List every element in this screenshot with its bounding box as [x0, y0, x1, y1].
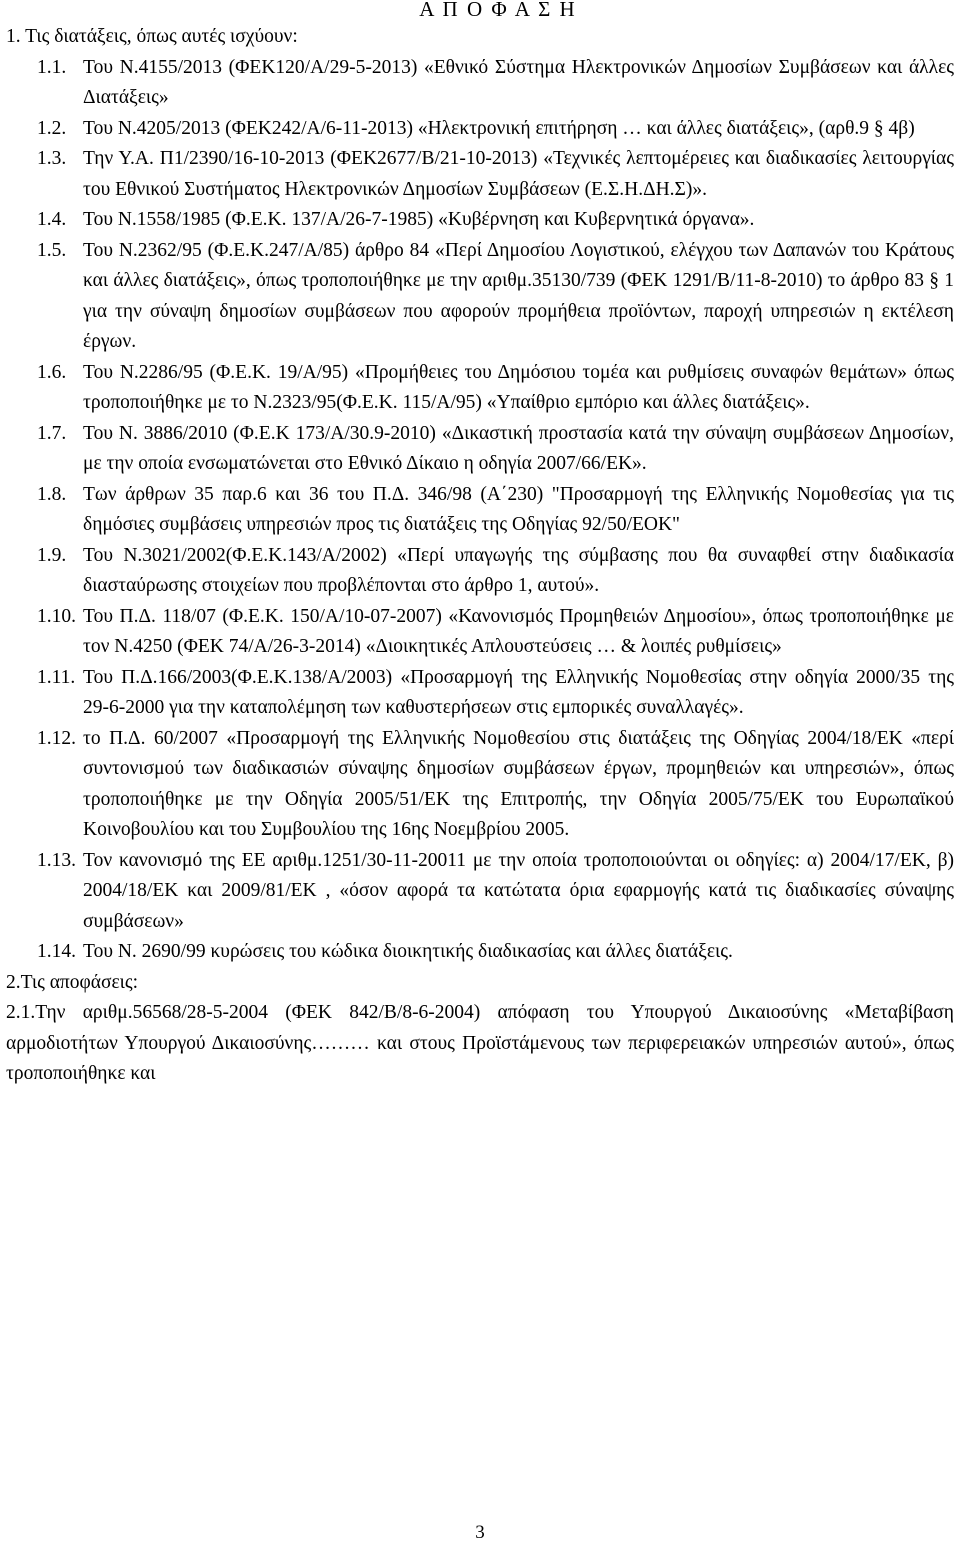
list-item-1-7 [6, 419, 954, 480]
item-text: Του Ν.4155/2013 (ΦΕΚ120/Α/29-5-2013) «Εθνικό Σύστημα Ηλεκτρονικών Δημοσίων Συμβάσεων και άλλες Διατάξεις» [83, 56, 954, 108]
list-item-1-13 [6, 846, 954, 938]
item-number: 1.9. [37, 544, 67, 566]
item-text: το Π.Δ. 60/2007 «Προσαρμογή της Ελληνικής Νομοθεσίου στις διατάξεις της Οδηγίας 2004/18/ΕΚ «περί συντονισμού των διαδικασιών σύναψης δημοσίων συμβάσεων έργων, προμηθειών και υπηρεσιών», όπως τροποποιήθηκε με την Οδηγία 2005/51/ΕΚ της Επιτροπής, την Οδηγία 2005/75/ΕΚ του Ευρωπαϊκού Κοινοβουλίου και του Συμβουλίου της 16ης Νοεμβρίου 2005. [83, 727, 954, 840]
list-item-1-3 [6, 144, 954, 205]
list-item-1-9 [6, 541, 954, 602]
item-text: Του Π.Δ. 118/07 (Φ.Ε.Κ. 150/Α/10-07-2007) «Κανονισμός Προμηθειών Δημοσίου», όπως τροποποιήθηκε με τον Ν.4250 (ΦΕΚ 74/Α/26-3-2014) «Διοικητικές Απλουστεύσεις … & λοιπές ρυθμίσεις» [83, 605, 954, 657]
item-text: Των άρθρων 35 παρ.6 και 36 του Π.Δ. 346/98 (Α΄230) "Προσαρμογή της Ελληνικής Νομοθεσίας για τις δημόσιες συμβάσεις υπηρεσιών προς τις διατάξεις της Οδηγίας 92/50/ΕΟΚ" [83, 483, 954, 535]
item-text: Τον κανονισμό της ΕΕ αριθμ.1251/30-11-20011 με την οποία τροποποιούνται οι οδηγίες: α) 2004/17/ΕΚ, β) 2004/18/ΕΚ και 2009/81/ΕΚ , «όσον αφορά τα κατώτατα όρια εφαρμογής κατά τις διαδικασίες σύναψης συμβάσεων» [83, 849, 954, 932]
section-heading-2: 2.Τις αποφάσεις: [6, 971, 139, 993]
list-item-1-8 [6, 480, 954, 541]
item-number: 1.2. [37, 117, 67, 139]
list-item-1-1 [6, 53, 954, 114]
item-text: Του Ν. 3886/2010 (Φ.Ε.Κ 173/Α/30.9-2010) «Δικαστική προστασία κατά την σύναψη συμβάσεων Δημοσίων, με την οποία ενσωματώνεται στο Εθνικό Δίκαιο η οδηγία 2007/66/ΕΚ». [83, 422, 954, 474]
item-text: Του Ν.1558/1985 (Φ.Ε.Κ. 137/Α/26-7-1985) «Κυβέρνηση και Κυβερνητικά όργανα». [83, 209, 755, 230]
item-number: 1.4. [37, 209, 67, 230]
list-item-2-1 [6, 998, 954, 1090]
list-item-1-4 [6, 205, 954, 236]
item-number: 2.1. [6, 1002, 36, 1023]
item-number: 1.10. [37, 605, 76, 627]
item-text: Του Ν.4205/2013 (ΦΕΚ242/Α/6-11-2013) «Ηλεκτρονική επιτήρηση … και άλλες διατάξεις», (αρθ.9 § 4β) [83, 117, 915, 139]
item-text: Του Π.Δ.166/2003(Φ.Ε.Κ.138/Α/2003) «Προσαρμογή της Ελληνικής Νομοθεσίας στην οδηγία 2000/35 της 29-6-2000 για την καταπολέμηση των καθυστερήσεων στις εμπορικές συναλλαγές». [83, 666, 954, 718]
list-item-1-12 [6, 724, 954, 846]
item-text: Την αριθμ.56568/28-5-2004 (ΦΕΚ 842/Β/8-6-2004) απόφαση του Υπουργού Δικαιοσύνης «Μεταβίβαση αρμοδιοτήτων Υπουργού Δικαιοσύνης……… και στους Προϊστάμενους των περιφερειακών υπηρεσιών αυτού», όπως τροποποιήθηκε και [6, 1002, 954, 1084]
document-title: Α Π Ο Φ Α Σ Η [419, 0, 577, 21]
list-item-1-11 [6, 663, 954, 724]
item-number: 1.14. [37, 941, 76, 962]
item-text: Του Ν. 2690/99 κυρώσεις του κώδικα διοικητικής διαδικασίας και άλλες διατάξεις. [83, 941, 733, 962]
item-number: 1.1. [37, 56, 67, 78]
item-number: 1.7. [37, 422, 67, 444]
item-number: 1.6. [37, 361, 67, 383]
item-number: 1.12. [37, 727, 76, 749]
list-item-1-5 [6, 236, 954, 358]
page-number: 3 [475, 1522, 485, 1543]
item-text: Του Ν.3021/2002(Φ.Ε.Κ.143/Α/2002) «Περί υπαγωγής της σύμβασης που θα συναφθεί στην διαδικασία διασταύρωσης στοιχείων που προβλέπονται στο άρθρο 1, αυτού». [83, 544, 954, 596]
list-item-1-10 [6, 602, 954, 663]
item-number: 1.13. [37, 849, 76, 871]
list-item-1-6 [6, 358, 954, 419]
item-text: Του Ν.2286/95 (Φ.Ε.Κ. 19/Α/95) «Προμήθειες του Δημόσιου τομέα και ρυθμίσεις συναφών θεμάτων» όπως τροποποιήθηκε με το Ν.2323/95(Φ.Ε.Κ. 115/Α/95) «Υπαίθριο εμπόριο και άλλες διατάξεις». [83, 361, 954, 413]
item-number: 1.11. [37, 666, 76, 688]
list-item-1-14 [6, 937, 954, 968]
item-number: 1.3. [37, 148, 67, 169]
item-text: Του Ν.2362/95 (Φ.Ε.Κ.247/Α/85) άρθρο 84 «Περί Δημοσίου Λογιστικού, ελέγχου των Δαπανών του Κράτους και άλλες διατάξεις», όπως τροποποιήθηκε με την αριθμ.35130/739 (ΦΕΚ 1291/Β/11-8-2010) το άρθρο 83 § 1 για την σύναψη δημοσίων συμβάσεων που αφορούν προμήθεια προϊόντων, παροχή υπηρεσιών η εκτέλεση έργων. [83, 239, 954, 352]
item-text: Την Υ.Α. Π1/2390/16-10-2013 (ΦΕΚ2677/Β/21-10-2013) «Τεχνικές λεπτομέρειες και διαδικασίες λειτουργίας του Εθνικού Συστήματος Ηλεκτρονικών Δημοσίων Συμβάσεων (Ε.Σ.Η.ΔΗ.Σ)». [83, 148, 954, 200]
document-body [6, 22, 954, 1090]
section-heading-1: 1. Τις διατάξεις, όπως αυτές ισχύουν: [6, 26, 298, 47]
item-number: 1.8. [37, 483, 67, 505]
item-number: 1.5. [37, 239, 67, 261]
list-item-1-2 [6, 114, 954, 145]
